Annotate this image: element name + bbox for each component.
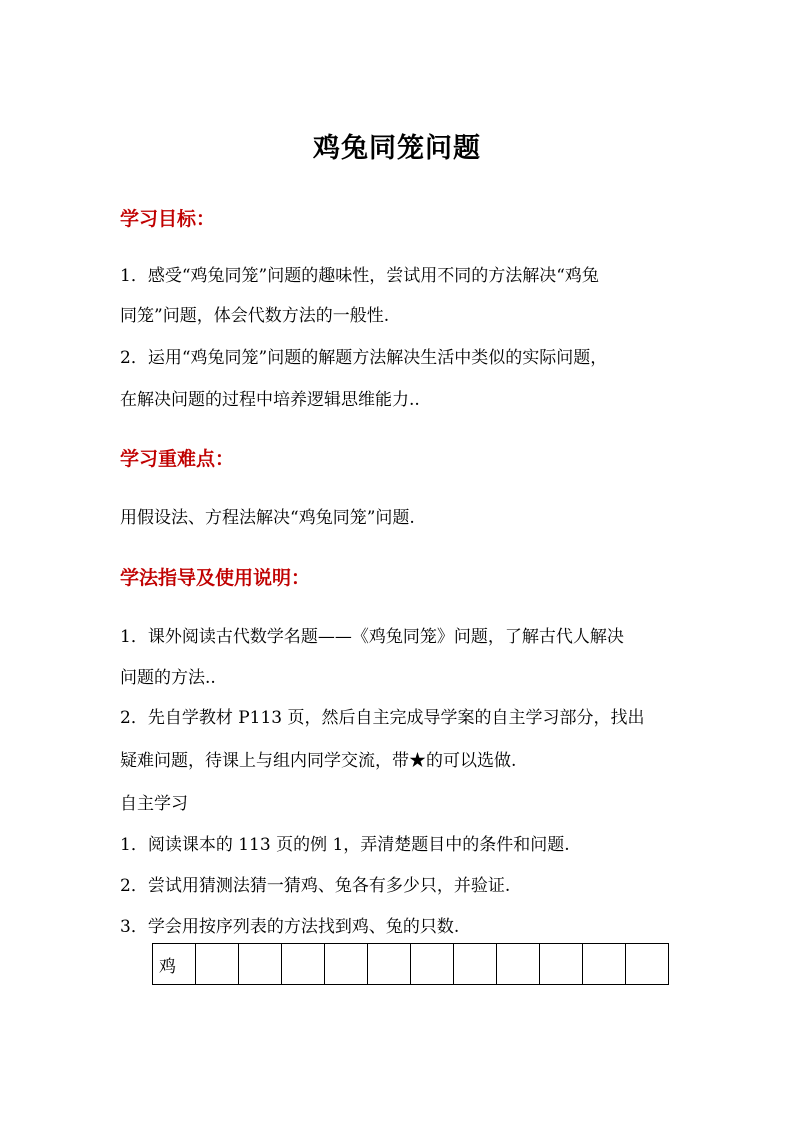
table-cell[interactable] <box>196 944 239 985</box>
objectives-heading: 学习目标： <box>120 208 216 230</box>
guidance-1-line-1: 1．课外阅读古代数学名题——《鸡兔同笼》问题，了解古代人解决 <box>120 627 624 647</box>
key-points-text: 用假设法、方程法解决“鸡兔同笼”问题. <box>120 508 415 528</box>
table-cell[interactable] <box>583 944 626 985</box>
self-study-item-2: 2．尝试用猜测法猜一猜鸡、兔各有多少只，并验证. <box>120 876 511 896</box>
guidance-2-line-2: 疑难问题，待课上与组内同学交流，带★的可以选做. <box>120 751 517 771</box>
self-study-label: 自主学习 <box>120 794 188 814</box>
guidance-2-line-1: 2．先自学教材 P113 页，然后自主完成导学案的自主学习部分，找出 <box>120 708 645 728</box>
objective-1-line-1: 1．感受“鸡兔同笼”问题的趣味性，尝试用不同的方法解决“鸡兔 <box>120 266 599 286</box>
key-points-heading: 学习重难点： <box>120 448 235 470</box>
table-cell[interactable] <box>239 944 282 985</box>
table-cell[interactable] <box>540 944 583 985</box>
table-cell[interactable] <box>454 944 497 985</box>
table-cell[interactable] <box>497 944 540 985</box>
table-cell[interactable] <box>368 944 411 985</box>
guidance-1-line-2: 问题的方法.. <box>120 668 216 688</box>
objective-1-line-2: 同笼”问题，体会代数方法的一般性. <box>120 306 390 326</box>
objective-2-line-2: 在解决问题的过程中培养逻辑思维能力.. <box>120 390 420 410</box>
objective-2-line-1: 2．运用“鸡兔同笼”问题的解题方法解决生活中类似的实际问题， <box>120 348 608 368</box>
table-cell[interactable] <box>626 944 669 985</box>
page-title: 鸡兔同笼问题 <box>313 133 481 164</box>
guidance-heading: 学法指导及使用说明： <box>120 567 311 589</box>
table-row-label: 鸡 <box>153 944 196 985</box>
table-cell[interactable] <box>411 944 454 985</box>
chicken-count-table <box>152 943 669 985</box>
self-study-item-1: 1．阅读课本的 113 页的例 1，弄清楚题目中的条件和问题. <box>120 835 570 855</box>
table-cell[interactable] <box>282 944 325 985</box>
self-study-item-3: 3．学会用按序列表的方法找到鸡、兔的只数. <box>120 917 460 937</box>
table-row <box>153 944 669 985</box>
table-cell[interactable] <box>325 944 368 985</box>
